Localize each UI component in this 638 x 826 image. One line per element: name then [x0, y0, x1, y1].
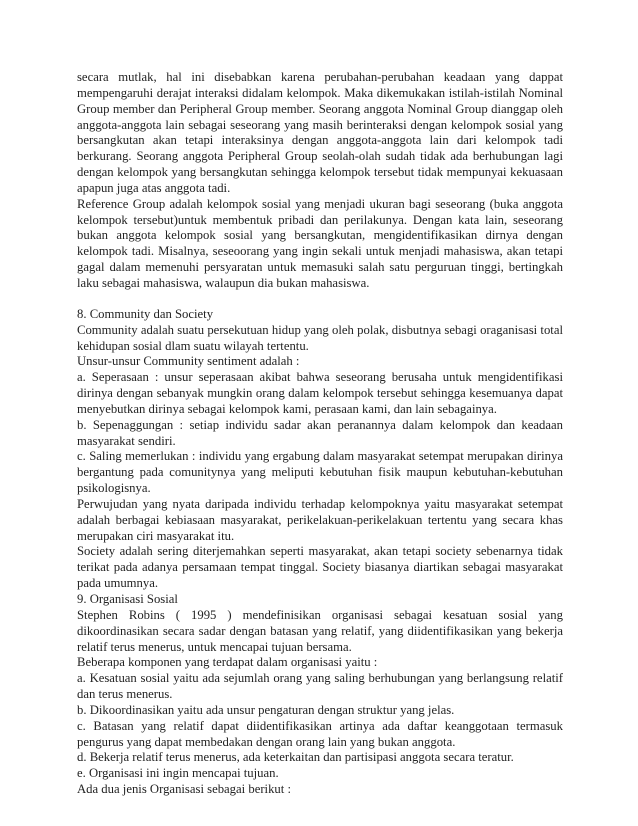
- list-item-sepenaggungan: b. Sepenaggungan : setiap individu sadar akan peranannya dalam kelompok dan keadaan masyarakat sendiri.: [77, 417, 563, 448]
- paragraph-perwujudan: Perwujudan yang nyata daripada individu terhadap kelompoknya yaitu masyarakat setempat adalah berbagai kebiasaan masyarakat, perikelakuan-perikelakuan tertentu yang secara khas merupakan ciri masyarakat itu.: [77, 496, 563, 543]
- paragraph-robins-definition: Stephen Robins ( 1995 ) mendefinisikan organisasi sebagai kesatuan sosial yang dikoordinasikan secara sadar dengan batasan yang relatif, yang diidentifikasikan yang bekerja relatif terus menerus, untuk mencapai tujuan bersama.: [77, 607, 563, 654]
- paragraph-group-membership: secara mutlak, hal ini disebabkan karena perubahan-perubahan keadaan yang dappat mempengaruhi derajat interaksi didalam kelompok. Maka dikemukakan istilah-istilah Nominal Group member dan Peripheral Group member. Seorang anggota Nominal Group dianggap oleh anggota-anggota lain sebagai seseorang yang masih berinteraksi dengan kelompok sosial yang bersangkutan akan tetapi interaksinya dengan anggota-anggota lain dari kelompok tadi berkurang. Seorang anggota Peripheral Group seolah-olah sudah tidak ada berhubungan lagi dengan kelompok yang bersangkutan sehingga kelompok tersebut tidak mempunyai kekuasaan apapun juga atas anggota tadi.: [77, 70, 563, 195]
- section-heading-community-society: 8. Community dan Society: [77, 306, 214, 321]
- list-item-dikoordinasikan: b. Dikoordinasikan yaitu ada unsur pengaturan dengan struktur yang jelas.: [77, 702, 455, 717]
- list-item-saling-memerlukan: c. Saling memerlukan : individu yang ergabung dalam masyarakat setempat merupakan dirinya bergantung pada comunitynya yang meliputi kebutuhan fisik maupun kebutuhan-kebutuhan psikologisnya.: [77, 449, 563, 496]
- list-item-kesatuan-sosial: a. Kesatuan sosial yaitu ada sejumlah orang yang saling berhubungan yang berlangsung relatif dan terus menerus.: [77, 671, 563, 702]
- section-heading-organisasi-sosial: 9. Organisasi Sosial: [77, 592, 178, 606]
- document-page: [77, 70, 563, 798]
- list-item-bekerja: d. Bekerja relatif terus menerus, ada keterkaitan dan partisipasi anggota secara teratur.: [77, 750, 514, 765]
- paragraph-society: Society adalah sering diterjemahkan seperti masyarakat, akan tetapi society sebenarnya tidak terikat pada adanya persamaan tempat tinggal. Society biasanya diartikan sebagai masyarakat pada umumnya.: [77, 544, 563, 591]
- paragraph-komponen-intro: Beberapa komponen yang terdapat dalam organisasi yaitu :: [77, 655, 378, 670]
- list-item-seperasaan: a. Seperasaan : unsur seperasaan akibat bahwa seseorang berusaha untuk mengidentifikasi dirinya dengan sebanyak mungkin orang dalam kelompok tersebut sehingga kesemuanya dapat menyebutkan dirinya sebagai kelompok kami, perasaan kami, dan lain sebagainya.: [77, 370, 563, 416]
- paragraph-gap: [77, 292, 563, 307]
- list-item-batasan: c. Batasan yang relatif dapat diidentifikasikan artinya ada daftar keanggotaan termasuk pengurus yang dapat membedakan dengan orang lain yang bukan anggota.: [77, 718, 563, 749]
- paragraph-community-sentiment: Unsur-unsur Community sentiment adalah :: [77, 354, 300, 369]
- list-item-tujuan: e. Organisasi ini ingin mencapai tujuan.: [77, 766, 279, 781]
- paragraph-jenis-organisasi: Ada dua jenis Organisasi sebagai berikut :: [77, 782, 291, 797]
- paragraph-community-definition: Community adalah suatu persekutuan hidup yang oleh polak, disbutnya sebagi oraganisasi total kehidupan sosial dlam suatu wilayah tertentu.: [77, 322, 563, 353]
- paragraph-reference-group: Reference Group adalah kelompok sosial yang menjadi ukuran bagi seseorang (buka anggota kelompok tersebut)untuk membentuk pribadi dan perilakunya. Dengan kata lain, seseorang bukan anggota kelompok sosial yang bersangkutan, mengidentifikasikan dirnya dengan kelompok tadi. Misalnya, seseoorang yang ingin sekali untuk menjadi mahasiswa, akan tetapi gagal dalam memenuhi persyaratan untuk memasuki salah satu perguruan tinggi, bertingkah laku sebagai mahasiswa, walaupun dia bukan mahasiswa.: [77, 196, 563, 290]
